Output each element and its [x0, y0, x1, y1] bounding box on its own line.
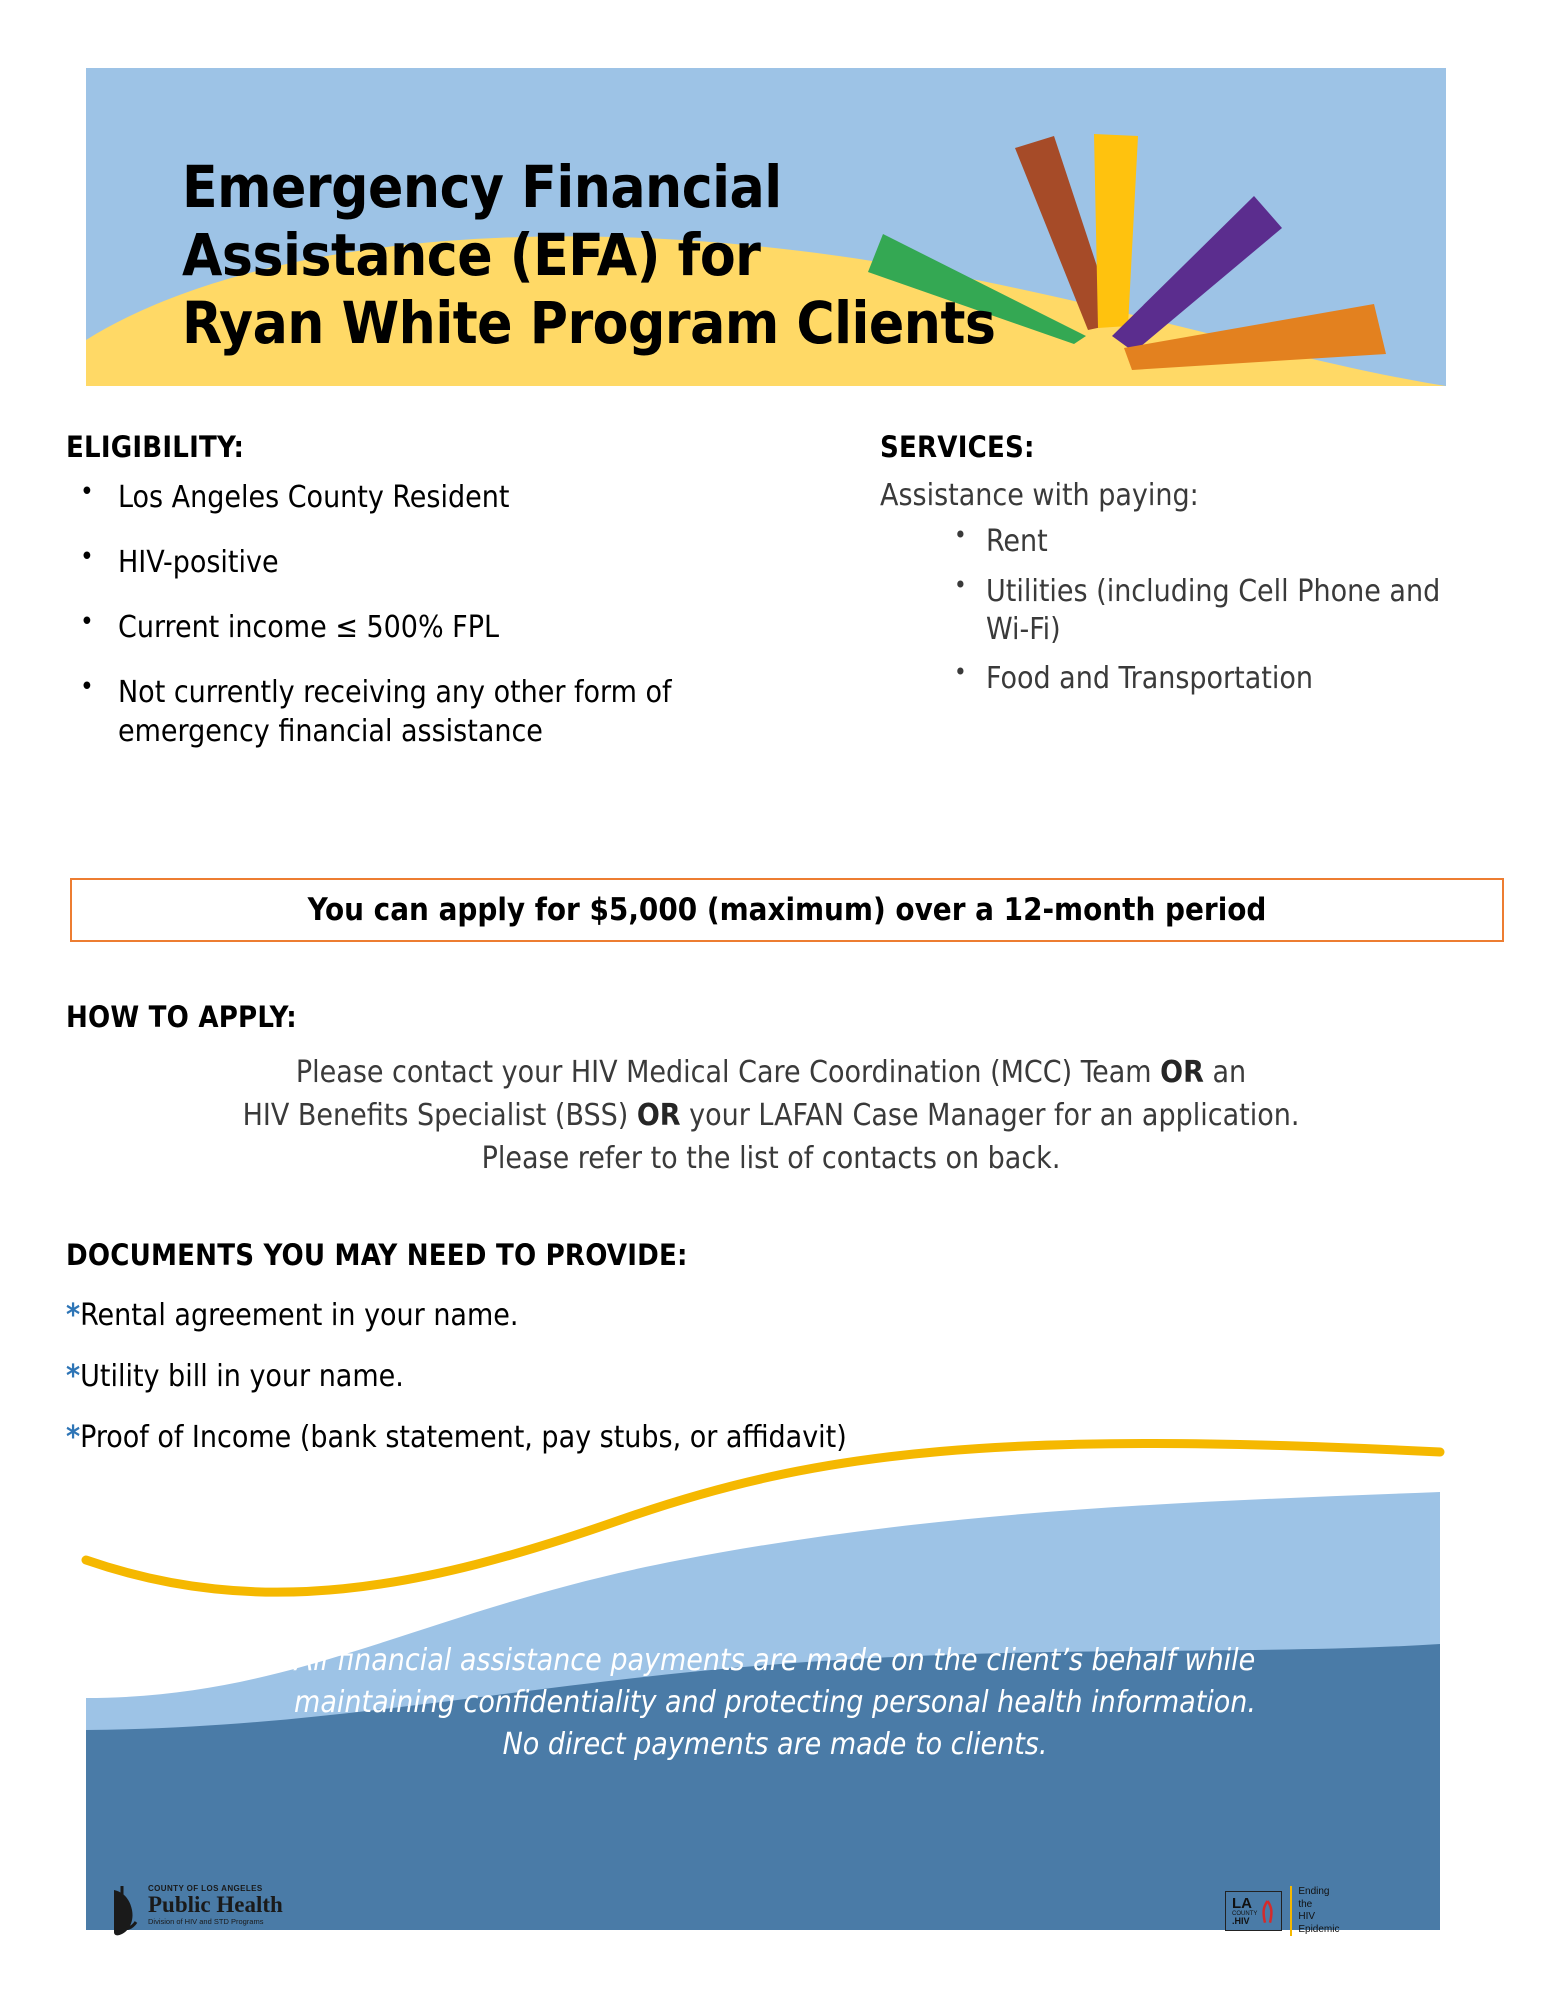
services-intro: Assistance with paying:	[880, 478, 1199, 513]
list-item: • Los Angeles County Resident	[66, 478, 756, 517]
title-line-3: Ryan White Program Clients	[182, 288, 996, 357]
apply-line2-or: OR	[636, 1097, 681, 1133]
eligibility-heading: ELIGIBILITY:	[66, 430, 245, 464]
apply-line1-or: OR	[1160, 1055, 1204, 1090]
ph-logo-line-1: COUNTY OF LOS ANGELES	[148, 1884, 263, 1893]
ehe-line-4: Epidemic	[1298, 1923, 1340, 1935]
how-to-apply-heading: HOW TO APPLY:	[66, 1000, 297, 1034]
apply-line1-b: an	[1203, 1055, 1247, 1090]
callout-text: You can apply for $5,000 (maximum) over a 12-month period	[307, 892, 1267, 928]
how-to-apply-section	[66, 1000, 1476, 1181]
confidentiality-note	[130, 1640, 1420, 1766]
la-badge-line-2: COUNTY	[1232, 1910, 1258, 1917]
document-item-label: Proof of Income (bank statement, pay stubs, or affidavit)	[80, 1420, 847, 1455]
list-item: • Not currently receiving any other form of emergency financial assistance	[66, 673, 756, 751]
ehe-line-1: Ending	[1298, 1886, 1330, 1897]
apply-line2-b: your LAFAN Case Manager for an application.	[680, 1097, 1300, 1133]
document-item-label: Utility bill in your name.	[80, 1359, 404, 1394]
list-item: • HIV-positive	[66, 543, 756, 582]
document-item	[66, 1359, 1266, 1394]
ph-logo-line-3: Division of HIV and STD Programs	[148, 1917, 264, 1927]
list-item: • Rent	[944, 523, 1480, 561]
asterisk-icon: *	[66, 1420, 81, 1455]
la-county-hiv-badge	[1225, 1891, 1282, 1932]
document-item-label: Rental agreement in your name.	[80, 1298, 519, 1333]
title-line-1: Emergency Financial	[182, 153, 782, 221]
apply-line3: Please refer to the list of contacts on back.	[481, 1140, 1061, 1176]
services-list	[880, 523, 1480, 698]
la-county-hiv-logo	[1225, 1880, 1415, 1942]
documents-heading: DOCUMENTS YOU MAY NEED TO PROVIDE:	[66, 1238, 688, 1272]
asterisk-icon: *	[66, 1298, 81, 1333]
page-title	[182, 154, 1042, 358]
note-line-1: All financial assistance payments are made on the client’s behalf while	[294, 1643, 1256, 1678]
list-item: • Food and Transportation	[944, 660, 1480, 698]
footer-wave-section	[0, 1430, 1545, 1930]
header-banner	[86, 68, 1446, 386]
eligibility-section	[66, 430, 756, 777]
list-item: • Current income ≤ 500% FPL	[66, 608, 756, 647]
note-line-3: No direct payments are made to clients.	[502, 1727, 1048, 1762]
how-to-apply-body	[66, 1052, 1476, 1181]
la-badge-line-3: .HIV	[1232, 1916, 1250, 1927]
aids-ribbon-icon	[1260, 1898, 1275, 1924]
document-item	[66, 1298, 1266, 1333]
la-badge-line-1: LA	[1232, 1894, 1252, 1912]
eligibility-list	[66, 478, 756, 751]
note-line-2: maintaining confidentiality and protecting personal health information.	[294, 1685, 1256, 1720]
services-heading: SERVICES:	[880, 430, 1035, 464]
max-amount-callout	[70, 878, 1504, 942]
services-section	[880, 430, 1480, 710]
documents-section	[66, 1238, 1266, 1455]
title-line-2: Assistance (EFA) for	[182, 220, 761, 289]
list-item: • Utilities (including Cell Phone and Wi-Fi)	[944, 573, 1480, 649]
ehe-line-3: HIV	[1298, 1911, 1316, 1922]
apply-line1-a: Please contact your HIV Medical Care Coordination (MCC) Team	[295, 1055, 1161, 1090]
ray-yellow	[1094, 134, 1138, 328]
ph-logo-line-2: Public Health	[148, 1892, 283, 1917]
apply-line2-a: HIV Benefits Specialist (BSS)	[242, 1097, 637, 1133]
asterisk-icon: *	[66, 1359, 81, 1394]
public-health-logo	[108, 1884, 318, 1940]
ehe-line-2: the	[1298, 1898, 1313, 1910]
